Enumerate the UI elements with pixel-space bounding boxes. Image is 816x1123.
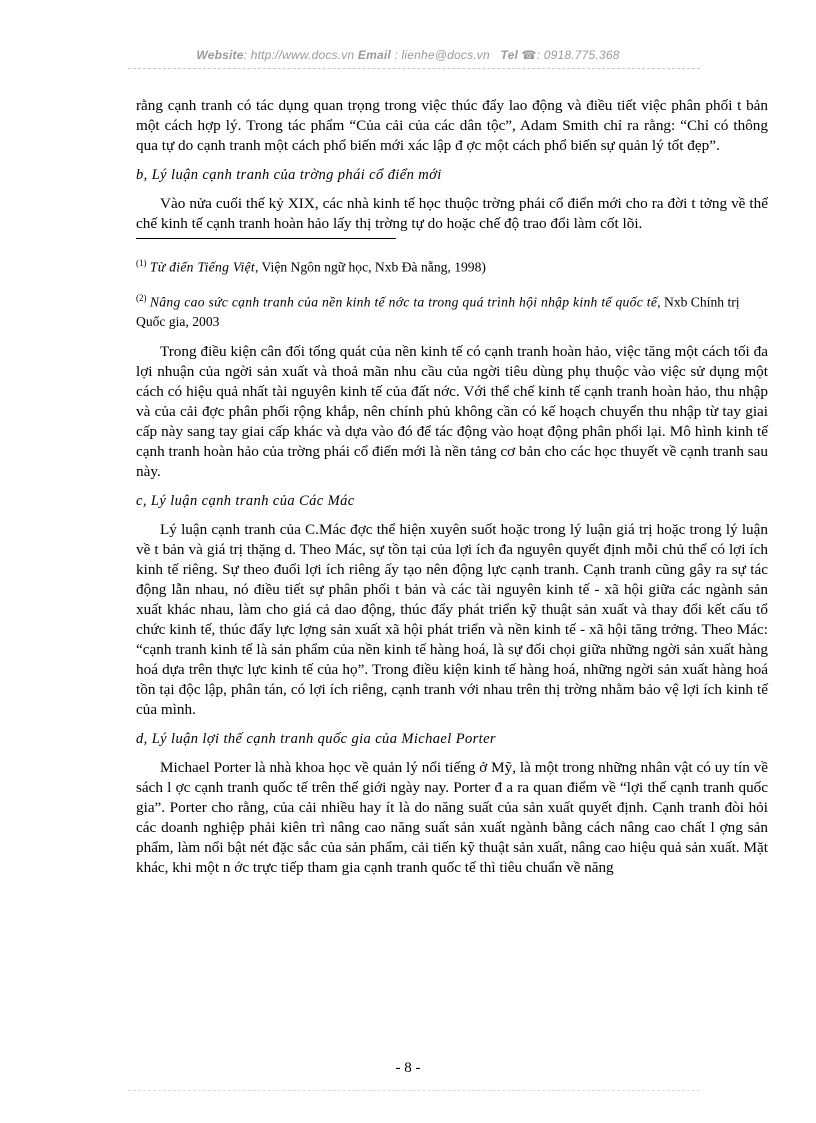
paragraph-neoclassical: Vào nửa cuối thế kỷ XIX, các nhà kinh tế học thuộc trờng phái cổ điển mới cho ra đời t tởng về thể chế kinh tế cạnh tranh hoàn hảo lấy thị trờng tự do hoặc chế độ trao đổi làm cốt lõi. xyxy=(136,195,768,232)
footer-divider xyxy=(128,1090,700,1091)
footnote-1 xyxy=(136,253,768,278)
website-label: Website xyxy=(196,48,244,62)
page-number: - 8 - xyxy=(395,1060,421,1076)
section-heading-d: d, Lý luận lợi thế cạnh tranh quốc gia của Michael Porter xyxy=(136,731,496,748)
footnote-2-title: Nâng cao sức cạnh tranh của nền kinh tế nớc ta trong quá trình hội nhập kinh tế quốc tế xyxy=(149,294,658,310)
header-divider xyxy=(128,68,700,69)
footnote-1-source: , Viện Ngôn ngữ học, Nxb Đà nẵng, 1998) xyxy=(254,259,486,275)
document-body xyxy=(136,96,768,878)
page-header xyxy=(0,48,816,62)
paragraph-continuation: rằng cạnh tranh có tác dụng quan trọng trong việc thúc đẩy lao động và điều tiết việc phân phối t bản một cách hợp lý. Trong tác phẩm “Của cải của các dân tộc”, Adam Smith chỉ ra rằng: “Chỉ có thông qua tự do cạnh tranh một cách phổ biến mới xác lập đ ợc một cách phổ biến sự quản lý tốt đẹp”. xyxy=(136,97,768,154)
section-heading-c: c, Lý luận cạnh tranh của Các Mác xyxy=(136,493,355,510)
website-value: : http://www.docs.vn xyxy=(243,48,355,62)
footnote-2-source: , Nxb Chính trị Quốc gia, 2003 xyxy=(136,294,740,330)
footnote-1-title: Từ điển Tiếng Việt xyxy=(149,259,255,275)
footnote-1-mark: (1) xyxy=(136,258,147,268)
paragraph-perfect-competition: Trong điều kiện cân đối tổng quát của nền kinh tế có cạnh tranh hoàn hảo, việc tăng một cách tối đa lợi nhuận của ngời sản xuất và thoả mãn nhu cầu của ngời tiêu dùng phụ thuộc vào việc sử dụng một cách có hiệu quả nhất tài nguyên kinh tế của đất nớc. Với thể chế kinh tế cạnh tranh hoàn hảo, thu nhập và của cải đợc phân phối rộng khắp, nên chính phủ không cần có kế hoạch chuyển thu nhập từ tay giai cấp này sang tay giai cấp khác và dựa vào đó để tác động vào hoạt động phân phối lại. Mô hình kinh tế cạnh tranh hoàn hảo của trờng phái cổ điển mới là nền tảng cơ bản cho các học thuyết về cạnh tranh sau này. xyxy=(136,343,768,481)
paragraph-marx: Lý luận cạnh tranh của C.Mác đợc thể hiện xuyên suốt hoặc trong lý luận giá trị hoặc trong lý luận về t bản và giá trị thặng d. Theo Mác, sự tồn tại của lợi ích đa nguyên quyết định mỗi chủ thể có lợi ích kinh tế riêng. Sự theo đuổi lợi ích riêng ấy tạo nên động lực cạnh tranh. Cạnh tranh cũng gây ra sự tác động lẫn nhau, nó điều tiết sự phân phối t bản và các tài nguyên kinh tế - xã hội giữa các ngành sản xuất khác nhau, làm cho giá cả dao động, thúc đẩy phát triển kỹ thuật sản xuất và thay đổi kết cấu tổ chức kinh tế, thúc đẩy lực lợng sản xuất xã hội phát triển và nền kinh tế - xã hội tăng trởng. Theo Mác: “cạnh tranh kinh tế là sản phẩm của nền kinh tế hàng hoá, là sự đối chọi giữa những ngời sản xuất hàng hoá dựa trên thực lực kinh tế của họ”. Trong điều kiện kinh tế hàng hoá, những ngời sản xuất hàng hoá tồn tại độc lập, phân tán, có lợi ích riêng, cạnh tranh với nhau trên thị trờng nhằm bảo vệ lợi ích kinh tế của mình. xyxy=(136,521,768,719)
email-value: : lienhe@docs.vn xyxy=(394,48,490,62)
footnote-divider xyxy=(136,238,396,239)
footnote-2 xyxy=(136,288,768,333)
tel-label: Tel xyxy=(500,48,518,62)
tel-value: : 0918.775.368 xyxy=(536,48,620,62)
paragraph-porter: Michael Porter là nhà khoa học về quản lý nổi tiếng ở Mỹ, là một trong những nhân vật có uy tín về sách l ợc cạnh tranh quốc tế trên thế giới ngày nay. Porter đ a ra quan điểm về “lợi thế cạnh tranh quốc gia”. Porter cho rằng, của cải nhiều hay ít là do năng suất của sản xuất quyết định. Cạnh tranh đòi hỏi các doanh nghiệp phải kiên trì nâng cao năng suất sản xuất ngành bằng cách nâng cao chất l ợng sản phẩm, làm nổi bật nét đặc sắc của sản phẩm, cải tiến kỹ thuật sản xuất, nâng cao hiệu quả sản xuất. Mặt khác, khi một n ớc trực tiếp tham gia cạnh tranh quốc tế thì tiêu chuẩn về năng xyxy=(136,759,768,877)
email-label: Email xyxy=(357,48,391,62)
section-heading-b: b, Lý luận cạnh tranh của trờng phái cổ điển mới xyxy=(136,167,442,183)
phone-icon: ☎ xyxy=(521,48,537,62)
footnote-2-mark: (2) xyxy=(136,292,147,303)
